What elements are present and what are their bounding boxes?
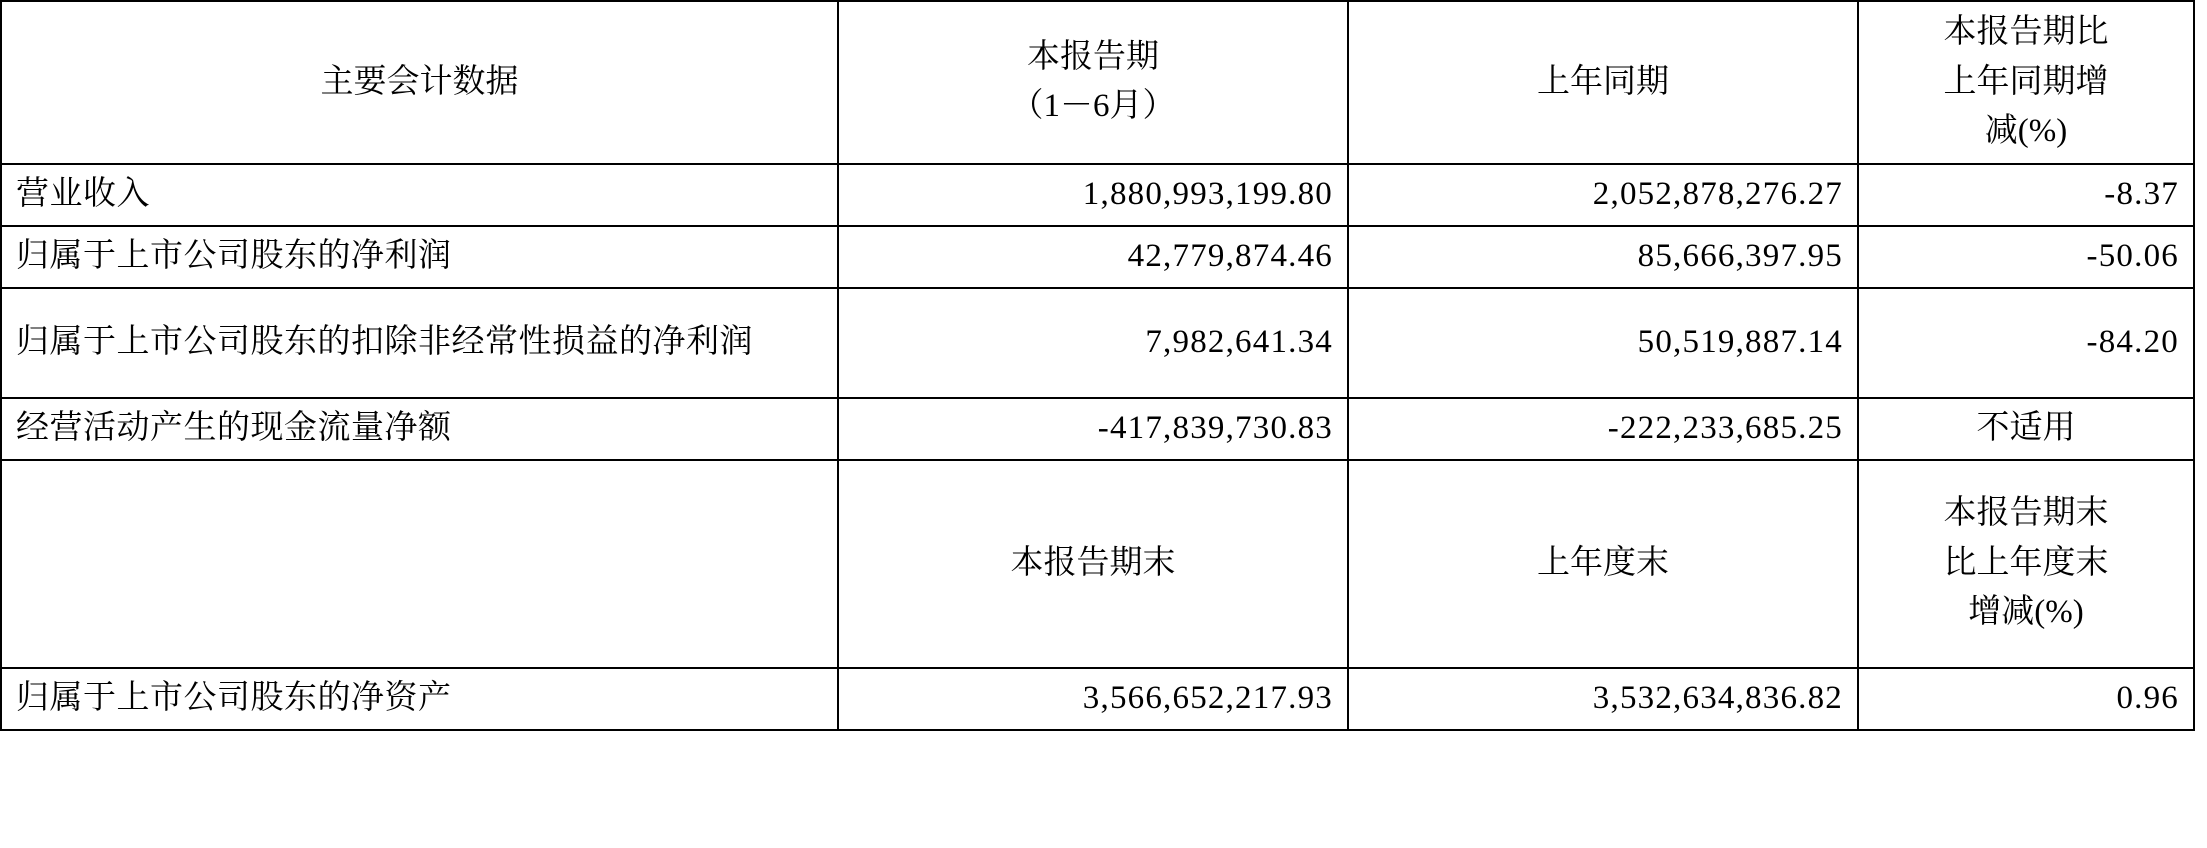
row-revenue-current: 1,880,993,199.80: [838, 164, 1348, 226]
row-net-profit-change: -50.06: [1858, 226, 2194, 288]
row-net-assets-current: 3,566,652,217.93: [838, 668, 1348, 730]
header-change-pct-line1: 本报告期比: [1943, 14, 2109, 50]
table-row: [1, 398, 2194, 460]
row-net-profit-excl-current: 7,982,641.34: [838, 288, 1348, 398]
row-net-profit-previous: 85,666,397.95: [1348, 226, 1858, 288]
table-row: [1, 668, 2194, 730]
header-change-pct: [1858, 1, 2194, 164]
table-row: [1, 164, 2194, 226]
row-net-profit-current: 42,779,874.46: [838, 226, 1348, 288]
table-subheader-row: [1, 460, 2194, 668]
row-operating-cash-flow-previous: -222,233,685.25: [1348, 398, 1858, 460]
header-current-period: [838, 1, 1348, 164]
subheader-prior-year-end: 上年度末: [1348, 460, 1858, 668]
row-label-revenue: 营业收入: [1, 164, 838, 226]
row-net-assets-change: 0.96: [1858, 668, 2194, 730]
row-revenue-change: -8.37: [1858, 164, 2194, 226]
header-change-pct-line2: 上年同期增: [1943, 63, 2109, 100]
subheader-change-pct-line1: 本报告期末: [1943, 495, 2109, 532]
header-current-period-line2: （1－6月）: [1010, 88, 1176, 125]
header-current-period-line1: 本报告期: [1027, 38, 1159, 75]
row-net-profit-excl-previous: 50,519,887.14: [1348, 288, 1858, 398]
row-operating-cash-flow-change: 不适用: [1858, 398, 2194, 460]
row-label-operating-cash-flow: 经营活动产生的现金流量净额: [1, 398, 838, 460]
header-main-accounting-data: 主要会计数据: [1, 1, 838, 164]
header-prior-period: 上年同期: [1348, 1, 1858, 164]
subheader-blank: [1, 460, 838, 668]
subheader-change-pct: [1858, 460, 2194, 668]
row-net-profit-excl-change: -84.20: [1858, 288, 2194, 398]
table-row: [1, 226, 2194, 288]
header-change-pct-line3: 减(%): [1984, 113, 2068, 149]
row-net-assets-previous: 3,532,634,836.82: [1348, 668, 1858, 730]
row-label-net-profit-excl-nonrecurring: 归属于上市公司股东的扣除非经常性损益的净利润: [1, 288, 838, 398]
table-row: [1, 288, 2194, 398]
subheader-change-pct-line3: 增减(%): [1968, 594, 2084, 631]
row-label-net-assets: 归属于上市公司股东的净资产: [1, 668, 838, 730]
row-revenue-previous: 2,052,878,276.27: [1348, 164, 1858, 226]
subheader-period-end: 本报告期末: [838, 460, 1348, 668]
row-operating-cash-flow-current: -417,839,730.83: [838, 398, 1348, 460]
subheader-change-pct-line2: 比上年度末: [1943, 544, 2109, 581]
row-label-net-profit: 归属于上市公司股东的净利润: [1, 226, 838, 288]
table-header-row: [1, 1, 2194, 164]
